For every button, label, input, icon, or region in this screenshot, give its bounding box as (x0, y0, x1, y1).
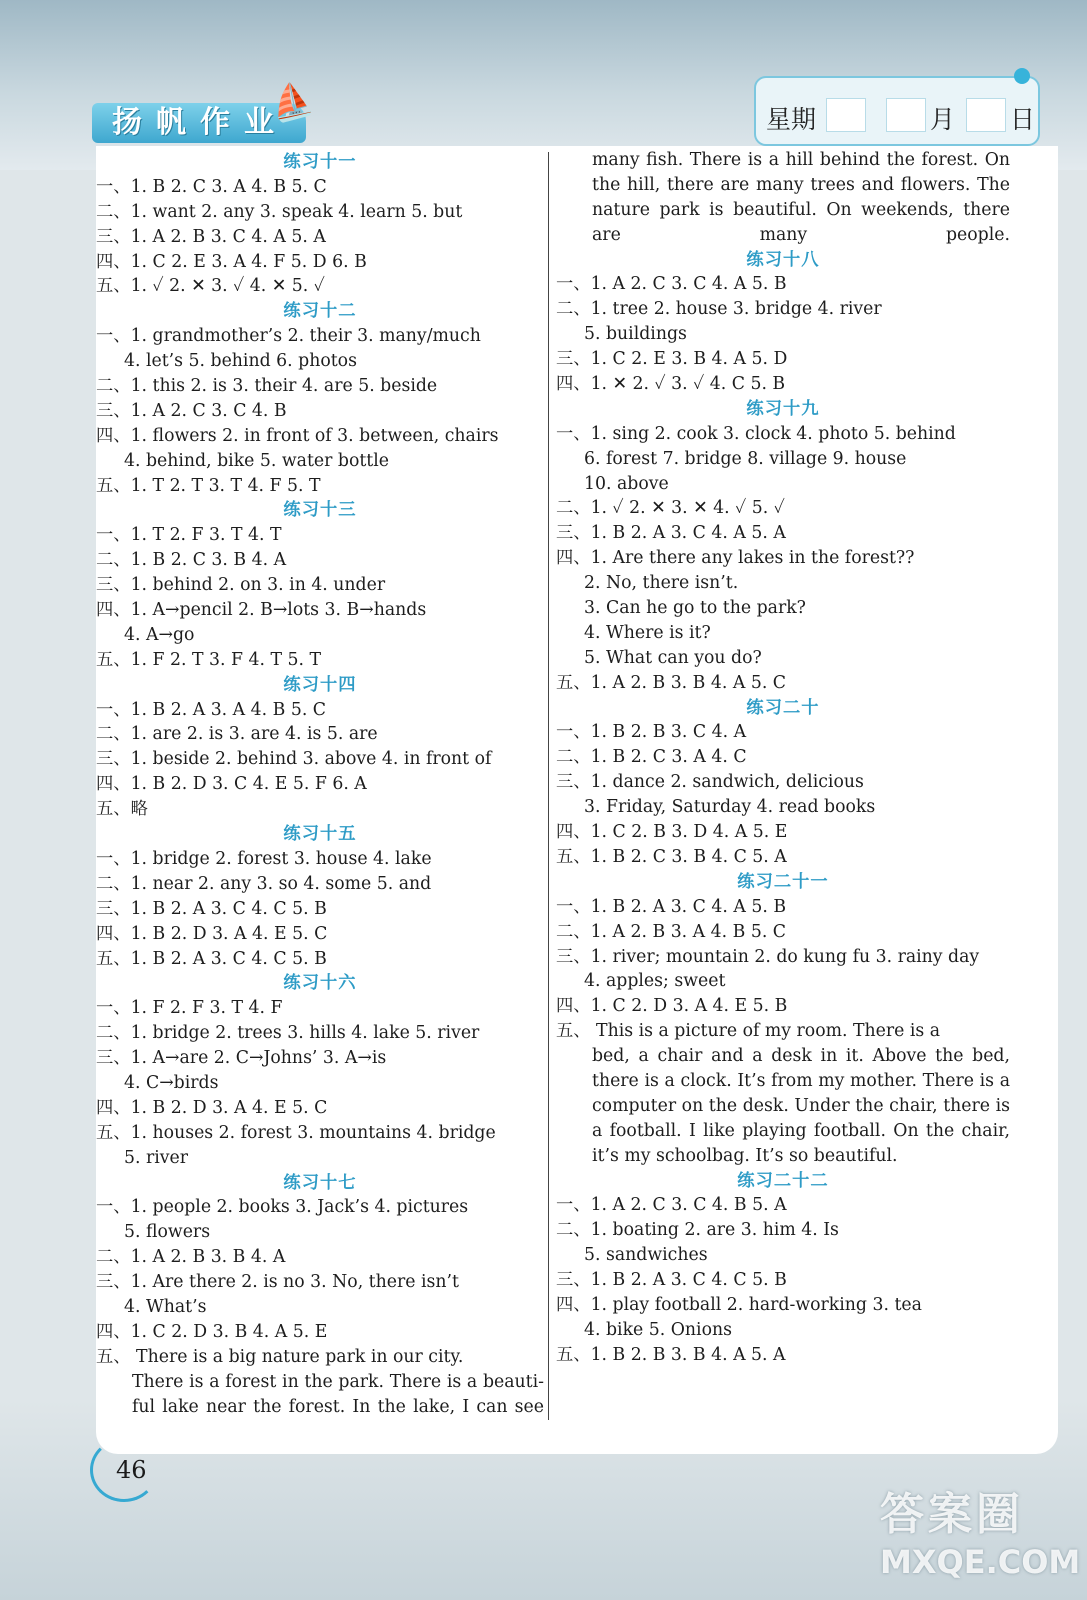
answer-line: 三、1. B 2. A 3. C 4. A 5. A (556, 523, 786, 544)
answer-line: 三、1. behind 2. on 3. in 4. under (96, 575, 386, 596)
exercise-title: 练习二十 (746, 697, 820, 718)
month-label: 月 (930, 105, 956, 134)
essay-line: computer on the desk. Under the chair, there is (592, 1095, 1010, 1116)
answer-line: 四、1. play football 2. hard-working 3. tea (556, 1294, 922, 1315)
answer-line: 一、1. B 2. A 3. C 4. A 5. B (556, 896, 787, 917)
answer-line: 三、1. dance 2. sandwich, delicious (556, 772, 864, 793)
answer-line: 三、1. C 2. E 3. B 4. A 5. D (556, 349, 788, 370)
watermark-text: 答案圈 (880, 1489, 1024, 1540)
essay-line: it’s my schoolbag. It’s so beautiful. (592, 1145, 898, 1166)
answer-line: 一、1. F 2. F 3. T 4. F (96, 998, 283, 1019)
answer-line-continued: 4. bike 5. Onions (584, 1319, 732, 1340)
answer-line: 二、1. A 2. B 3. A 4. B 5. C (556, 921, 787, 942)
answer-line: 五、1. B 2. C 3. B 4. C 5. A (556, 846, 787, 867)
essay-line: nature park is beautiful. On weekends, there (592, 199, 1010, 220)
answer-line: 一、1. T 2. F 3. T 4. T (96, 525, 282, 546)
essay-line: there is a clock. It’s from my mother. There is a (592, 1070, 1010, 1091)
answer-line: 四、1. A→pencil 2. B→lots 3. B→hands (96, 600, 427, 621)
essay-line: many fish. There is a hill behind the forest. On (592, 150, 1010, 170)
exercise-title: 练习二十二 (737, 1170, 829, 1191)
answer-line: 三、1. Are there 2. is no 3. No, there isn’t (96, 1272, 459, 1293)
essay-line: bed, a chair and a desk in it. Above the bed, (592, 1046, 1010, 1067)
answer-line: 四、1. B 2. D 3. A 4. E 5. C (96, 1097, 328, 1118)
answer-line: 四、1. C 2. B 3. D 4. A 5. E (556, 822, 788, 843)
essay-line: the hill, there are many trees and flowers. The (592, 174, 1010, 195)
essay-line: are many people. (592, 224, 1010, 245)
answer-line: 四、1. C 2. D 3. A 4. E 5. B (556, 996, 788, 1017)
answer-line: 一、1. A 2. C 3. C 4. B 5. A (556, 1195, 787, 1216)
answer-line: 一、1. A 2. C 3. C 4. A 5. B (556, 274, 787, 295)
exercise-title: 练习十三 (283, 500, 357, 521)
weekday-label: 星期 (766, 105, 817, 134)
answer-line: 四、1. C 2. D 3. B 4. A 5. E (96, 1321, 328, 1342)
day-label: 日 (1010, 105, 1036, 134)
answer-line: 四、1. C 2. E 3. A 4. F 5. D 6. B (96, 251, 367, 272)
page-number: 46 (116, 1456, 147, 1484)
answer-line: 二、1. boating 2. are 3. him 4. Is (556, 1220, 839, 1241)
answer-line: 三、1. B 2. A 3. C 4. C 5. B (556, 1270, 787, 1291)
answer-line: 一、1. B 2. A 3. A 4. B 5. C (96, 699, 327, 720)
left-answer-column (96, 150, 544, 1419)
exercise-title: 练习十八 (746, 249, 820, 270)
answer-line: 五、1. B 2. B 3. B 4. A 5. A (556, 1344, 786, 1365)
answer-line: 一、1. grandmother’s 2. their 3. many/much (96, 326, 481, 347)
answer-line: 一、1. B 2. C 3. A 4. B 5. C (96, 176, 327, 197)
answer-line-continued: 5. buildings (584, 324, 687, 345)
sailboat-icon: ⛵ (265, 77, 317, 127)
day-field[interactable] (966, 98, 1006, 132)
answer-line-continued: 4. apples; sweet (584, 971, 726, 992)
answer-line: 三、1. A 2. B 3. C 4. A 5. A (96, 226, 326, 247)
answer-line: 三、1. beside 2. behind 3. above 4. in front of (96, 749, 492, 770)
month-field[interactable] (886, 98, 926, 132)
answer-line: 一、1. sing 2. cook 3. clock 4. photo 5. behind (556, 423, 956, 444)
answer-line: 二、1. tree 2. house 3. bridge 4. river (556, 299, 882, 320)
essay-line: ful lake near the forest. In the lake, I can see (132, 1396, 544, 1417)
answer-line: 三、1. B 2. A 3. C 4. C 5. B (96, 898, 327, 919)
answer-line: 五、1. F 2. T 3. F 4. T 5. T (96, 649, 322, 670)
answer-line-continued: 2. No, there isn’t. (584, 573, 739, 594)
answer-line: 四、1. Are there any lakes in the forest?? (556, 548, 915, 569)
answer-line: 二、1. B 2. C 3. A 4. C (556, 747, 747, 768)
answer-line: 三、1. river; mountain 2. do kung fu 3. rainy day (556, 946, 980, 967)
answer-line: 一、1. bridge 2. forest 3. house 4. lake (96, 848, 432, 869)
exercise-title: 练习十五 (283, 824, 357, 845)
answer-line: 二、1. bridge 2. trees 3. hills 4. lake 5. river (96, 1023, 480, 1044)
answer-line: 四、1. B 2. D 3. A 4. E 5. C (96, 923, 328, 944)
exercise-title: 练习十七 (283, 1172, 357, 1193)
answer-line: 一、1. B 2. B 3. C 4. A (556, 722, 747, 743)
right-answer-column (556, 148, 1010, 1368)
answer-line-continued: 6. forest 7. bridge 8. village 9. house (584, 448, 907, 469)
answer-line: 二、1. near 2. any 3. so 4. some 5. and (96, 873, 432, 894)
answer-line: 五、1. A 2. B 3. B 4. A 5. C (556, 672, 787, 693)
answer-line-continued: 4. Where is it? (584, 622, 711, 643)
answer-line: 三、1. A→are 2. C→Johns’ 3. A→is (96, 1048, 387, 1069)
answer-line: 一、1. people 2. books 3. Jack’s 4. pictures (96, 1197, 469, 1218)
exercise-title: 练习十四 (283, 674, 357, 695)
answer-line-continued: 3. Can he go to the park? (584, 598, 806, 619)
answer-line: 五、1. T 2. T 3. T 4. F 5. T (96, 475, 321, 496)
answer-line: 五、略 (96, 799, 148, 820)
answer-line: 五、 There is a big nature park in our city. (96, 1346, 464, 1367)
answer-line-continued: 5. river (124, 1147, 189, 1168)
answer-line: 五、1. houses 2. forest 3. mountains 4. bridge (96, 1122, 496, 1143)
answer-line-continued: 3. Friday, Saturday 4. read books (584, 797, 876, 818)
answer-line: 四、1. ✕ 2. ✓ 3. ✓ 4. C 5. B (556, 374, 786, 395)
answer-line-continued: 5. flowers (124, 1222, 211, 1243)
decor-dot (1014, 68, 1030, 84)
answer-line-continued: 4. A→go (124, 624, 195, 645)
answer-line: 五、1. ✓ 2. ✕ 3. ✓ 4. ✕ 5. ✓ (96, 276, 325, 297)
exercise-title: 练习十九 (746, 398, 820, 419)
weekday-field[interactable] (826, 98, 866, 132)
answer-line: 二、1. are 2. is 3. are 4. is 5. are (96, 724, 378, 745)
answer-line: 二、1. want 2. any 3. speak 4. learn 5. but (96, 201, 463, 222)
answer-line-continued: 5. sandwiches (584, 1245, 708, 1266)
answer-line-continued: 4. C→birds (124, 1072, 219, 1093)
answer-line-continued: 4. What’s (124, 1296, 207, 1317)
answer-line: 三、1. A 2. C 3. C 4. B (96, 400, 287, 421)
exercise-title: 练习二十一 (737, 871, 829, 892)
essay-line: There is a forest in the park. There is a beauti- (132, 1371, 544, 1392)
brand-banner: 扬帆作业 (92, 103, 306, 143)
answer-line: 二、1. B 2. C 3. B 4. A (96, 550, 287, 571)
answer-line: 五、1. B 2. A 3. C 4. C 5. B (96, 948, 327, 969)
exercise-title: 练习十二 (283, 301, 357, 322)
watermark-url: MXQE.COM (880, 1543, 1081, 1581)
answer-line: 二、1. A 2. B 3. B 4. A (96, 1247, 286, 1268)
answer-line: 四、1. B 2. D 3. C 4. E 5. F 6. A (96, 774, 367, 795)
answer-line: 五、 This is a picture of my room. There is a (556, 1021, 941, 1042)
answer-line-continued: 4. behind, bike 5. water bottle (124, 450, 389, 471)
answer-line: 二、1. this 2. is 3. their 4. are 5. beside (96, 376, 438, 397)
column-divider (548, 152, 549, 1420)
answer-line: 四、1. flowers 2. in front of 3. between, chairs (96, 425, 499, 446)
exercise-title: 练习十一 (283, 152, 357, 172)
answer-line-continued: 10. above (584, 473, 669, 494)
essay-line: a football. I like playing football. On the chair, (592, 1120, 1010, 1141)
site-watermark (880, 1488, 1081, 1592)
exercise-title: 练习十六 (283, 973, 357, 994)
answer-line-continued: 4. let’s 5. behind 6. photos (124, 351, 357, 372)
answer-line-continued: 5. What can you do? (584, 647, 762, 668)
date-box (754, 76, 1040, 146)
answer-line: 二、1. ✓ 2. ✕ 3. ✕ 4. ✓ 5. ✓ (556, 498, 785, 519)
